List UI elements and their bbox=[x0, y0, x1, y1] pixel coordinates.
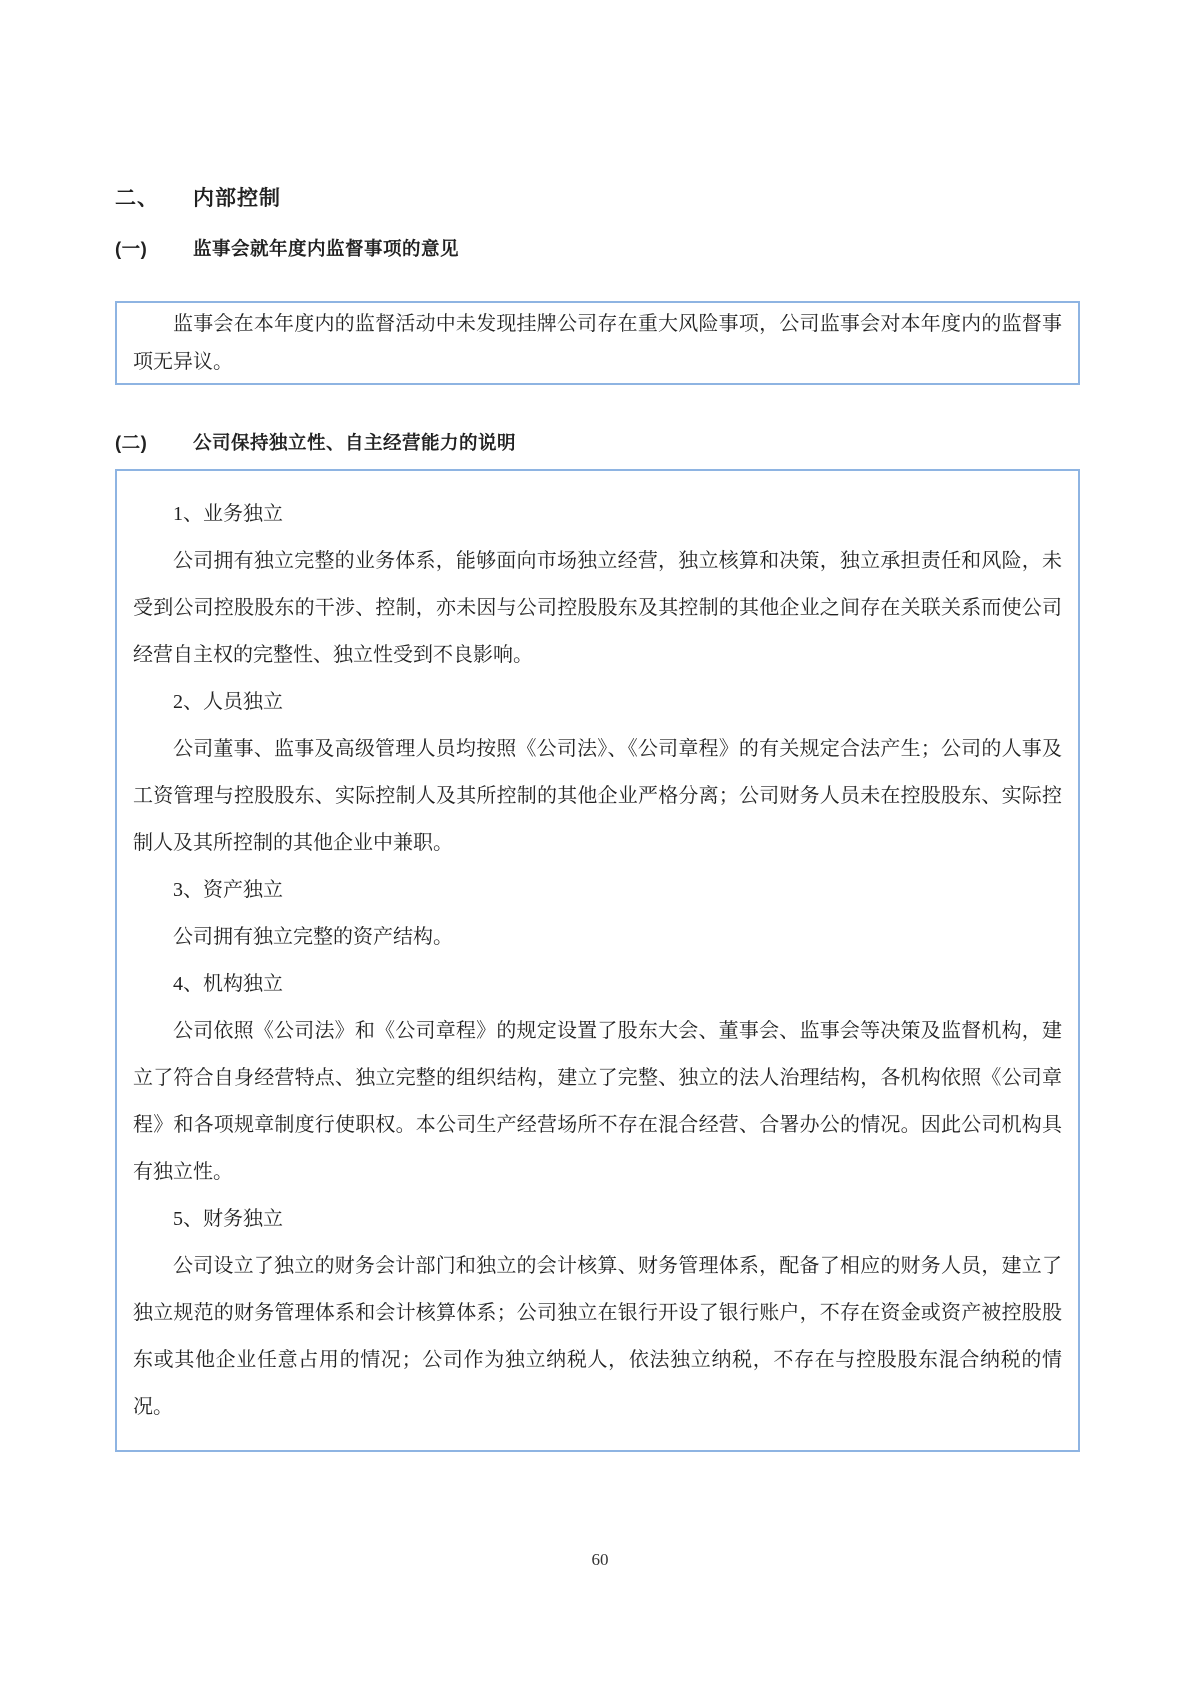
item-heading-business: 1、业务独立 bbox=[173, 503, 283, 525]
section-title: 内部控制 bbox=[193, 187, 281, 210]
item-heading-finance: 5、财务独立 bbox=[173, 1208, 283, 1230]
subsection-2-number: (二) bbox=[115, 432, 148, 453]
item-heading-assets: 3、资产独立 bbox=[173, 879, 283, 901]
subsection-1-number: (一) bbox=[115, 238, 148, 259]
subsection-2-title: 公司保持独立性、自主经营能力的说明 bbox=[193, 432, 517, 453]
subsection-1-title: 监事会就年度内监督事项的意见 bbox=[193, 238, 460, 259]
document-page bbox=[115, 0, 1080, 1452]
item-heading-personnel: 2、人员独立 bbox=[173, 691, 283, 713]
item-body-finance: 公司设立了独立的财务会计部门和独立的会计核算、财务管理体系，配备了相应的财务人员，建立了独立规范的财务管理体系和会计核算体系；公司独立在银行开设了银行账户，不存在资金或资产被控股股东或其他企业任意占用的情况；公司作为独立纳税人，依法独立纳税，不存在与控股股东混合纳税的情况。 bbox=[133, 1255, 1062, 1418]
item-heading-organization: 4、机构独立 bbox=[173, 973, 283, 995]
item-body-business: 公司拥有独立完整的业务体系，能够面向市场独立经营，独立核算和决策，独立承担责任和风险，未受到公司控股股东的干涉、控制，亦未因与公司控股股东及其控制的其他企业之间存在关联关系而使公司经营自主权的完整性、独立性受到不良影响。 bbox=[133, 550, 1062, 666]
item-body-assets: 公司拥有独立完整的资产结构。 bbox=[173, 926, 453, 948]
page-number: 60 bbox=[591, 1550, 609, 1569]
independence-statement-box bbox=[115, 469, 1080, 1452]
supervisory-opinion-text: 监事会在本年度内的监督活动中未发现挂牌公司存在重大风险事项，公司监事会对本年度内的监督事项无异议。 bbox=[133, 313, 1062, 373]
subsection-heading-1 bbox=[115, 237, 1080, 261]
item-body-personnel: 公司董事、监事及高级管理人员均按照《公司法》、《公司章程》的有关规定合法产生；公司的人事及工资管理与控股股东、实际控制人及其所控制的其他企业严格分离；公司财务人员未在控股股东、实际控制人及其所控制的其他企业中兼职。 bbox=[133, 738, 1062, 854]
item-body-organization: 公司依照《公司法》和《公司章程》的规定设置了股东大会、董事会、监事会等决策及监督机构，建立了符合自身经营特点、独立完整的组织结构，建立了完整、独立的法人治理结构，各机构依照《公司章程》和各项规章制度行使职权。本公司生产经营场所不存在混合经营、合署办公的情况。因此公司机构具有独立性。 bbox=[133, 1020, 1062, 1183]
supervisory-opinion-box bbox=[115, 301, 1080, 385]
subsection-heading-2 bbox=[115, 431, 1080, 455]
section-number: 二、 bbox=[115, 187, 159, 210]
section-heading bbox=[115, 186, 1080, 212]
